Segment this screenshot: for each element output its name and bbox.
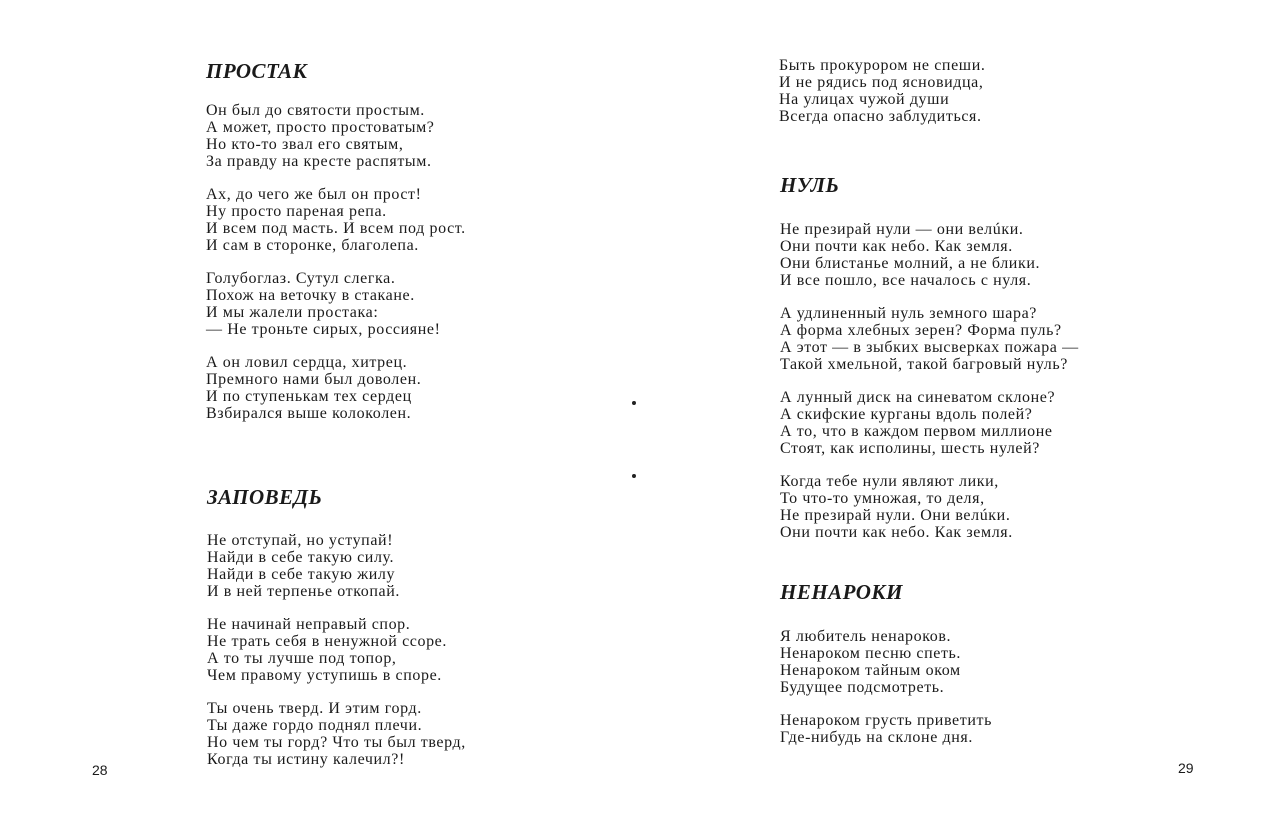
verse-line: Ах, до чего же был он прост! [206,186,422,203]
verse-line: Они почти как небо. Как земля. [780,524,1013,541]
verse-line: Ну просто пареная репа. [206,203,387,220]
verse-line: Найди в себе такую силу. [207,549,395,566]
verse-line: Всегда опасно заблудиться. [779,108,982,125]
verse-line: А он ловил сердца, хитрец. [206,354,408,371]
verse-line: Не отступай, но уступай! [207,532,394,549]
verse-line: За правду на кресте распятым. [206,153,432,170]
verse-line: Когда ты истину калечил?! [207,751,405,768]
verse-line: Такой хмельной, такой багровый нуль? [780,356,1068,373]
verse-line: Ненароком песню спеть. [780,645,962,662]
verse-line: Ты даже гордо поднял плечи. [207,717,423,734]
stanza [780,389,1079,457]
poem-zapoved [207,487,466,784]
verse-line: Не презирай нули — они велúки. [780,221,1024,238]
poem-title: НУЛЬ [780,173,840,197]
verse-line: Чем правому уступишь в споре. [207,667,442,684]
verse-line: Не трать себя в ненужной ссоре. [207,633,447,650]
verse-line: Премного нами был доволен. [206,371,422,388]
verse-line: Они почти как небо. Как земля. [780,238,1013,255]
poem-prostak [206,61,466,438]
verse-line: И все пошло, все началось с нуля. [780,272,1032,289]
verse-line: Найди в себе такую жилу [207,566,396,583]
verse-line: Быть прокурором не спеши. [779,57,986,74]
verse-line: — Не троньте сирых, россияне! [206,321,441,338]
verse-line: На улицах чужой души [779,91,950,108]
poem-continuation [779,57,985,141]
verse-line: Где-нибудь на склоне дня. [780,729,973,746]
verse-line: Он был до святости простым. [206,102,425,119]
verse-line: Не начинай неправый спор. [207,616,411,633]
stanza [780,628,992,696]
verse-line: Похож на веточку в стакане. [206,287,415,304]
verse-line: Взбирался выше колоколен. [206,405,412,422]
verse-line: А этот — в зыбких высверках пожара — [780,339,1079,356]
verse-line: Ненароком тайным оком [780,662,961,679]
verse-line: А удлиненный нуль земного шара? [780,305,1037,322]
poem-title: ЗАПОВЕДЬ [207,485,323,509]
verse-line: Стоят, как исполины, шесть нулей? [780,440,1040,457]
stanza [780,473,1079,541]
verse-line: Они блистанье молний, а не блики. [780,255,1041,272]
gutter-speck [632,401,636,405]
stanza [207,532,466,600]
verse-line: И мы жалели простака: [206,304,379,321]
stanza [207,700,466,768]
poem-nul [780,175,1079,557]
verse-line: Но чем ты горд? Что ты был тверд, [207,734,466,751]
verse-line: Голубоглаз. Сутул слегка. [206,270,396,287]
gutter-speck [632,474,636,478]
verse-line: А форма хлебных зерен? Форма пуль? [780,322,1062,339]
verse-line: А то, что в каждом первом миллионе [780,423,1053,440]
verse-line: Не презирай нули. Они велúки. [780,507,1011,524]
verse-line: Ненароком грусть приветить [780,712,992,729]
verse-line: Будущее подсмотреть. [780,679,945,696]
verse-line: И в ней терпенье откопай. [207,583,401,600]
right-page [640,0,1280,819]
stanza [206,102,466,170]
stanza [206,186,466,254]
verse-line: А скифские курганы вдоль полей? [780,406,1033,423]
verse-line: И не рядись под ясновидца, [779,74,984,91]
poem-title: НЕНАРОКИ [780,580,903,604]
verse-line: А может, просто простоватым? [206,119,435,136]
stanza [207,616,466,684]
verse-line: И всем под масть. И всем под рост. [206,220,466,237]
verse-line: Я любитель ненароков. [780,628,952,645]
stanza [206,354,466,422]
verse-line: Ты очень тверд. И этим горд. [207,700,422,717]
verse-line: Но кто-то звал его святым, [206,136,404,153]
page-number: 28 [92,762,108,778]
stanza [780,712,992,746]
verse-line: То что-то умножая, то деля, [780,490,985,507]
page-number: 29 [1178,760,1194,776]
poem-nenaroki [780,582,992,762]
verse-line: И сам в сторонке, благолепа. [206,237,419,254]
verse-line: А то ты лучше под топор, [207,650,397,667]
stanza [206,270,466,338]
stanza [780,221,1079,289]
verse-line: А лунный диск на синеватом склоне? [780,389,1056,406]
stanza [779,57,985,125]
stanza [780,305,1079,373]
verse-line: И по ступенькам тех сердец [206,388,412,405]
poem-title: ПРОСТАК [206,59,308,83]
verse-line: Когда тебе нули являют лики, [780,473,999,490]
